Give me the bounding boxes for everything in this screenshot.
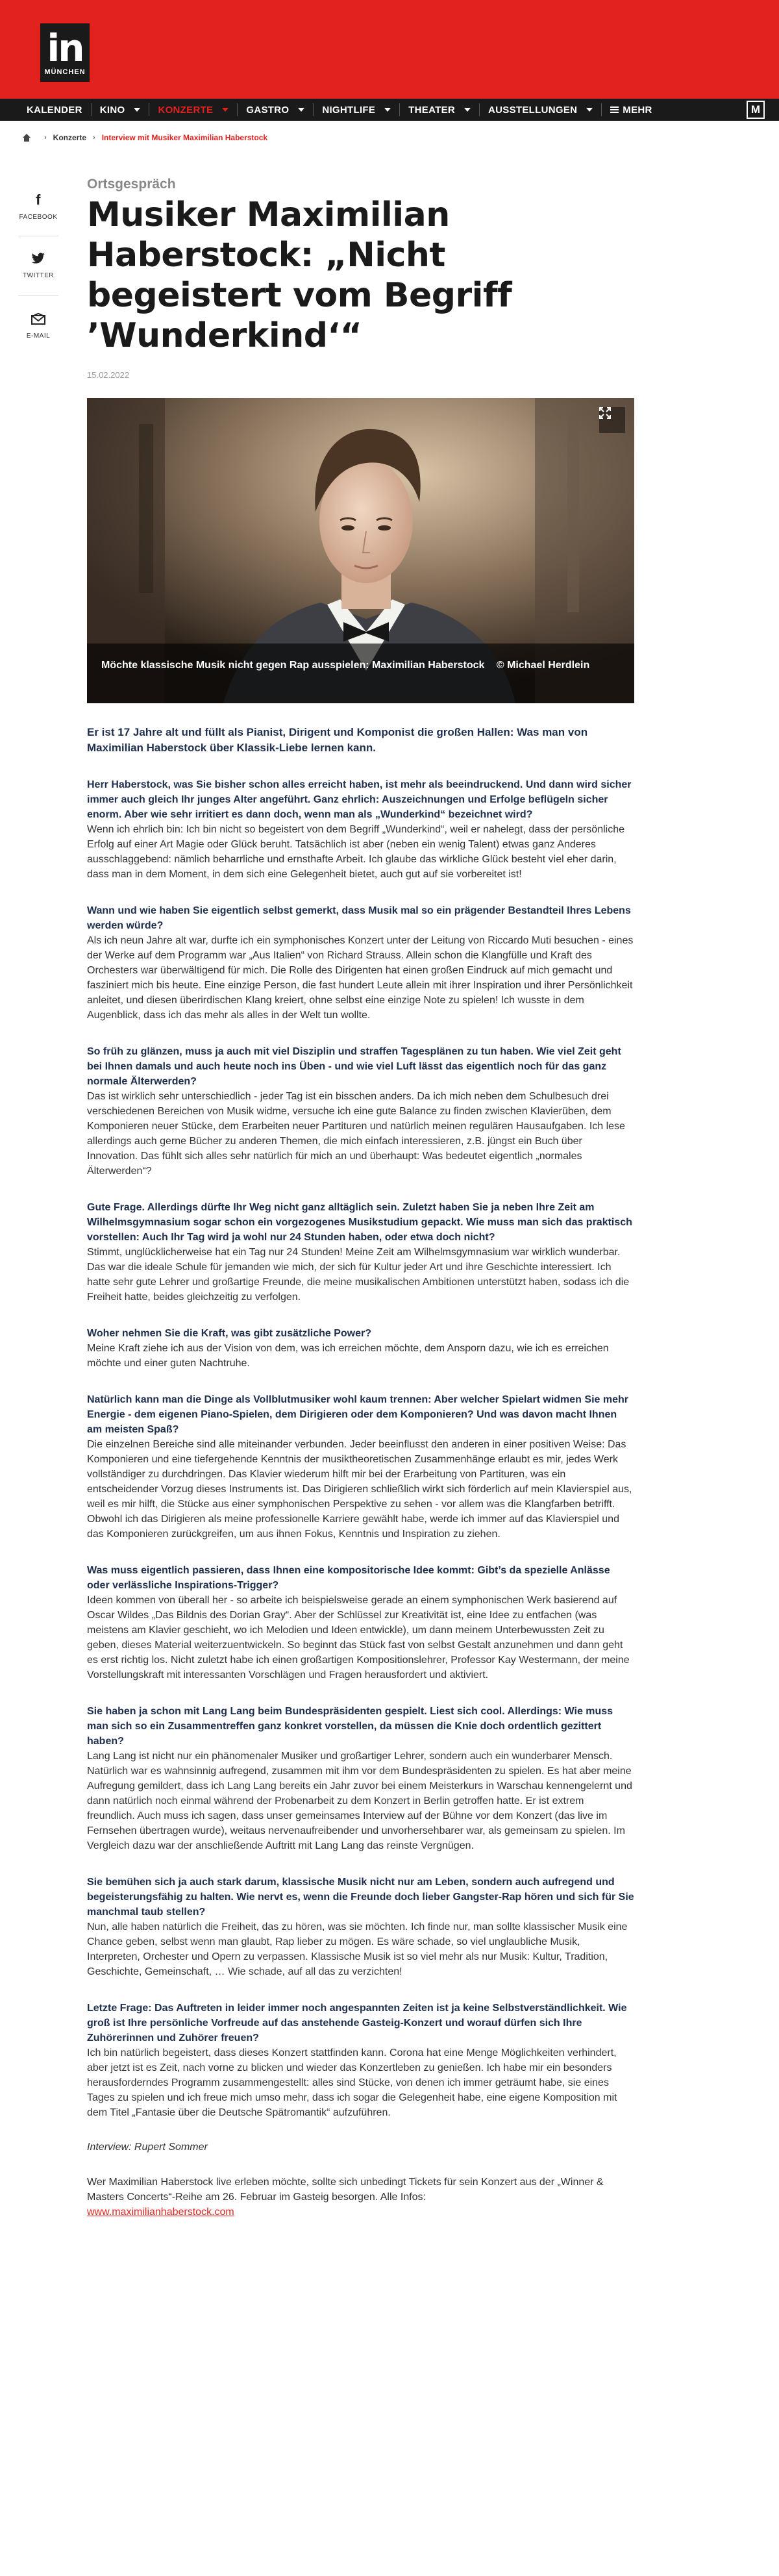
qa-block [87, 1704, 634, 1853]
nav-label: KALENDER [27, 104, 82, 116]
interview-question: Natürlich kann man die Dinge als Vollblutmusiker wohl kaum trennen: Aber welcher Spielart widmen Sie mehr Energie - dem eigenen Piano-Spielen, dem Dirigieren oder dem Komponieren? Und was davon macht Ihnen am meisten Spaß? [87, 1394, 628, 1435]
article-lead: Er ist 17 Jahre alt und füllt als Pianist, Dirigent und Komponist die großen Hallen: Was man von Maximilian Haberstock über Klassik-Liebe lernen kann. [87, 726, 588, 754]
nav-item-theater[interactable] [400, 99, 479, 121]
nav-item-nightlife[interactable] [314, 99, 399, 121]
facebook-icon: f [36, 192, 41, 208]
interview-question: So früh zu glänzen, muss ja auch mit viel Disziplin und straffen Tagesplänen zu tun haben. Wie viel Zeit geht bei Ihnen damals und auch heute noch ins Üben - und wie viel Luft lässt das eigentlich noch für das ganz normale Älterwerden? [87, 1046, 621, 1087]
nav-item-ausstellungen[interactable] [480, 99, 601, 121]
caret-down-icon [384, 108, 391, 112]
interview-answer: Lang Lang ist nicht nur ein phänomenaler Musiker und großartiger Lehrer, sondern auch ein wunderbarer Mensch. Natürlich war es wahnsinnig aufregend, zusammen mit ihm vor dem Bundespräsidenten zu spielen. Es hat aber meine Aufregung gemildert, dass ich Lang Lang bereits ein Jahr zuvor bei einem Meisterkurs in Warschau kennengelernt und dann natürlich noch einmal während der Probenarbeit zu dem Konzert in Berlin getroffen hatte. Er ist extrem freundlich. Auch muss ich sagen, dass unser gemeinsames Interview auf der Bühne vor dem Konzert (das live im Fernsehen übertragen wurde), weitaus nervenaufreibender und unvorhersehbarer war, als gemeinsam zu spielen. Im Vergleich dazu war der anschließende Auftritt mit Lang Lang das reinste Vergnügen. [87, 1751, 632, 1851]
nav-label: KONZERTE [158, 104, 214, 116]
breadcrumb-section[interactable]: Konzerte [53, 133, 87, 142]
menu-icon [610, 106, 619, 113]
site-header [0, 0, 779, 99]
interview-answer: Das ist wirklich sehr unterschiedlich - jeder Tag ist ein bisschen anders. Da ich mich neben dem Schulbesuch drei verschiedenen Bereichen von Musik widme, versuche ich eine gute Balance zu finden zwischen Klavierüben, dem Komponieren neuer Stücke, dem Erarbeiten neuer Partituren und natürlich meinen regulären Hausaufgaben. Ich lese allerdings auch gerne Bücher zu anderen Themen, die mich einfach interessieren, z.B. jüngst ein Buch über Innovation. Das fühlt sich alles sehr natürlich für mich an und überhaupt: Was bedeutet eigentlich „normales Älterwerden“? [87, 1091, 625, 1177]
outro-text: Wer Maximilian Haberstock live erleben möchte, sollte sich unbedingt Tickets für sein Konzert aus der „Winner & Masters Concerts“-Reihe am 26. Februar im Gasteig besorgen. Alle Infos: [87, 2177, 604, 2203]
caption-text: Möchte klassische Musik nicht gegen Rap ausspielen: Maximilian Haberstock [101, 660, 485, 671]
interview-question: Was muss eigentlich passieren, dass Ihnen eine kompositorische Idee kommt: Gibt’s da spezielle Anlässe oder verlässliche Inspirations-Trigger? [87, 1565, 610, 1591]
interview-question: Sie bemühen sich ja auch stark darum, klassische Musik nicht nur am Leben, sondern auch aufregend und begeisterungsfähig zu halten. Wie nervt es, wenn die Freunde doch lieber Gangster-Rap hören und sich für Sie manchmal taub stellen? [87, 1877, 634, 1918]
expand-image-button[interactable] [599, 407, 625, 433]
site-logo[interactable] [40, 23, 90, 82]
home-icon[interactable] [22, 134, 31, 142]
qa-block [87, 1326, 634, 1371]
qa-block [87, 777, 634, 882]
share-twitter-button[interactable] [18, 236, 58, 296]
nav-label: GASTRO [246, 104, 290, 116]
article-headline: Musiker Maximilian Haberstock: „Nicht begeistert vom Begriff ’Wunderkind‘“ [87, 195, 512, 355]
logo-sub-text: MÜNCHEN [44, 68, 86, 76]
article [87, 177, 634, 2220]
share-facebook-button[interactable] [18, 177, 58, 236]
interview-answer: Wenn ich ehrlich bin: Ich bin nicht so begeistert von dem Begriff „Wunderkind“, weil er nahelegt, dass der persönliche Erfolg auf einer Art Magie oder Glück beruht. Tatsächlich ist aber (neben ein wenig Talent) etwas ganz Anderes ausschlaggebend: nämlich beharrliche und ernsthafte Arbeit. Ich glaube das wirkliche Glück besteht viel eher darin, dass man in dem Moment, in dem sich eine Gelegenheit bietet, auch gut auf sie vorbereitet ist! [87, 824, 624, 880]
nav-item-mehr[interactable] [602, 99, 660, 121]
website-link[interactable]: www.maximilianhaberstock.com [87, 2207, 234, 2218]
nav-item-kino[interactable] [92, 99, 149, 121]
qa-block [87, 903, 634, 1023]
qa-block [87, 1392, 634, 1542]
interview-answer: Die einzelnen Bereiche sind alle miteinander verbunden. Jeder beeinflusst den anderen in einer positiven Weise: Das Komponieren und eine tiefergehende Kenntnis der musiktheoretischen Zusammenhänge erlaubt es mir, jedes Werk vollständiger zu durchdringen. Das Klavier wiederum hilft mir bei der Erarbeitung von Partituren, was ein entscheidender Vorzug dieses Instruments ist. Das Dirigieren schließlich wirkt sich förderlich auf mein Klavierspiel aus, weil es mir hilft, die Stücke aus einer symphonischen Perspektive zu sehen - vor allem was die Klangfarben betrifft. Obwohl ich das Dirigieren als meine professionelle Karriere gewählt habe, werde ich immer auf das Klavierspiel und das Komponieren zurückgreifen, um aus ihnen Fokus, Kenntnis und Inspiration zu ziehen. [87, 1439, 632, 1540]
interview-credit: Interview: Rupert Sommer [87, 2142, 208, 2153]
expand-icon [599, 407, 611, 419]
nav-label: KINO [99, 104, 125, 116]
interview-answer: Als ich neun Jahre alt war, durfte ich ein symphonisches Konzert unter der Leitung von Riccardo Muti besuchen - eines der Werke auf dem Programm war „Aus Italien“ von Richard Strauss. Allein schon die Klangfülle und Kraft des Orchesters war überwältigend für mich. Die Rolle des Dirigenten hat einen großen Eindruck auf mich gemacht und fasziniert mich bis heute. Eine einzige Person, die fast hundert Leute allein mit ihrer Inspiration und ihrer Persönlichkeit anleitet, und diesen überirdischen Klang kreiert, ohne selbst eine einzige Note zu spielen! Ich wusste in dem Augenblick, dass ich das mehr als alles in der Welt tun wollte. [87, 935, 634, 1021]
caret-down-icon [298, 108, 304, 112]
caret-down-icon [586, 108, 593, 112]
nav-item-konzerte[interactable] [149, 99, 237, 121]
interview-answer: Meine Kraft ziehe ich aus der Vision von dem, was ich erreichen möchte, dem Ansporn dazu, wie ich es erreichen möchte und einer guten Nachtruhe. [87, 1343, 609, 1369]
qa-block [87, 1044, 634, 1179]
breadcrumb-separator-icon: › [93, 134, 95, 142]
image-caption [87, 644, 634, 703]
nav-label: AUSSTELLUNGEN [488, 104, 578, 116]
caret-down-icon [134, 108, 140, 112]
caret-down-icon [464, 108, 471, 112]
caret-down-icon [222, 108, 229, 112]
qa-block [87, 2001, 634, 2120]
interview-answer: Ideen kommen von überall her - so arbeite ich beispielsweise gerade an einem symphonischen Werk basierend auf Oscar Wildes „Das Bildnis des Dorian Gray“. Aber der Schlüssel zur Kreativität ist, eine Idee zu entfachen (was meistens am Klavier geschieht, wo ich Melodien und Ideen entwickle), um dann meinem Unterbewussten Zeit zu geben, dieses Material weiterzuentwickeln. So beginnt das Stück fast von selbst Gestalt anzunehmen und dann geht es erst richtig los. Nicht zuletzt habe ich einen großartigen Kompositionslehrer, Professor Kay Westermann, der meine Vorstellungskraft mit interessanten Vorschlägen und Fragen herausfordert und aktiviert. [87, 1595, 630, 1681]
share-email-label: E-MAIL [26, 332, 51, 340]
interview-question: Herr Haberstock, was Sie bisher schon alles erreicht haben, ist mehr als beeindruckend. Und dann wird sicher immer auch gleich Ihr junges Alter angeführt. Ganz ehrlich: Auszeichnungen und Erfolge beflügeln sicher enorm. Aber wie sehr irritiert es dann doch, wenn man als „Wunderkind“ bezeichnet wird? [87, 779, 632, 820]
nav-label: THEATER [408, 104, 456, 116]
twitter-icon [31, 253, 45, 264]
nav-label: MEHR [623, 104, 652, 116]
qa-block [87, 1563, 634, 1682]
share-twitter-label: TWITTER [23, 272, 54, 279]
breadcrumb-current: Interview mit Musiker Maximilian Haberstock [101, 133, 268, 142]
article-kicker: Ortsgespräch [87, 177, 176, 192]
logo-main-text: in [47, 26, 83, 70]
nav-item-kalender[interactable] [18, 99, 91, 121]
breadcrumb-separator-icon: › [44, 134, 47, 142]
m-logo-button[interactable]: M [747, 101, 765, 119]
share-email-button[interactable] [18, 296, 58, 356]
qa-block [87, 1875, 634, 1979]
interview-question: Woher nehmen Sie die Kraft, was gibt zusätzliche Power? [87, 1328, 372, 1339]
share-bar [18, 177, 58, 356]
interview-question: Sie haben ja schon mit Lang Lang beim Bundespräsidenten gespielt. Liest sich cool. Allerdings: Wie muss man sich so ein Zusammentreffen ganz konkret vorstellen, da müssen die Knie doch ordentlich gezittert haben? [87, 1706, 613, 1747]
main-nav [0, 99, 779, 121]
interview-question: Letzte Frage: Das Auftreten in leider immer noch angespannten Zeiten ist ja keine Selbstverständlichkeit. Wie groß ist Ihre persönliche Vorfreude auf das anstehende Gasteig-Konzert und worauf dürfen sich Ihre Zuhörerinnen und Zuhörer freuen? [87, 2003, 627, 2044]
interview-body [87, 777, 634, 2120]
envelope-icon [31, 313, 45, 325]
share-facebook-label: FACEBOOK [19, 214, 58, 221]
article-date: 15.02.2022 [87, 370, 130, 380]
image-credit: © Michael Herdlein [496, 660, 590, 671]
article-outro [87, 2175, 634, 2220]
interview-question: Wann und wie haben Sie eigentlich selbst gemerkt, dass Musik mal so ein prägender Bestandteil Ihres Lebens werden würde? [87, 905, 631, 931]
nav-item-gastro[interactable] [238, 99, 313, 121]
nav-label: NIGHTLIFE [322, 104, 376, 116]
breadcrumb [0, 121, 779, 155]
interview-answer: Stimmt, unglücklicherweise hat ein Tag nur 24 Stunden! Meine Zeit am Wilhelmsgymnasium war wirklich wunderbar. Das war die ideale Schule für jemanden wie mich, der sich für Kultur jeder Art und ihre Geschichte interessiert. Ich hatte sehr gute Lehrer und großartige Freunde, die meine musikalischen Ambitionen unterstützt haben, sodass ich die Freiheit hatte, beides gleichzeitig zu verfolgen. [87, 1247, 630, 1303]
qa-block [87, 1200, 634, 1305]
interview-question: Gute Frage. Allerdings dürfte Ihr Weg nicht ganz alltäglich sein. Zuletzt haben Sie ja neben Ihre Zeit am Wilhelmsgymnasium sogar schon ein vorgezogenes Musikstudium gepackt. Wie muss man sich das praktisch vorstellen: Auch Ihr Tag wird ja wohl nur 24 Stunden haben, oder etwa doch nicht? [87, 1202, 632, 1243]
hero-image[interactable] [87, 398, 634, 703]
interview-answer: Nun, alle haben natürlich die Freiheit, das zu hören, was sie möchten. Ich finde nur, man sollte klassischer Musik eine Chance geben, selbst wenn man glaubt, Rap lieber zu mögen. Es wäre schade, so viel unglaubliche Musik, Interpreten, Orchester und Opern zu verpassen. Klassische Musik ist so viel mehr als nur Musik: Kultur, Tradition, Geschichte, Gemeinschaft, … Wie schade, auf all das zu verzichten! [87, 1921, 628, 1977]
interview-answer: Ich bin natürlich begeistert, dass dieses Konzert stattfinden kann. Corona hat eine Menge Möglichkeiten verhindert, aber jetzt ist es Zeit, nach vorne zu blicken und wieder das Konzertleben zu genießen. Ich habe mir ein besonders herausforderndes Programm zusammengestellt: alles sind Stücke, von denen ich immer geträumt habe, sie eines Tages zu spielen und ich freue mich umso mehr, dass ich sogar die Gelegenheit habe, eine eigene Komposition mit dem Titel „Fantasie über die Deutsche Spätromantik“ aufzuführen. [87, 2047, 617, 2118]
